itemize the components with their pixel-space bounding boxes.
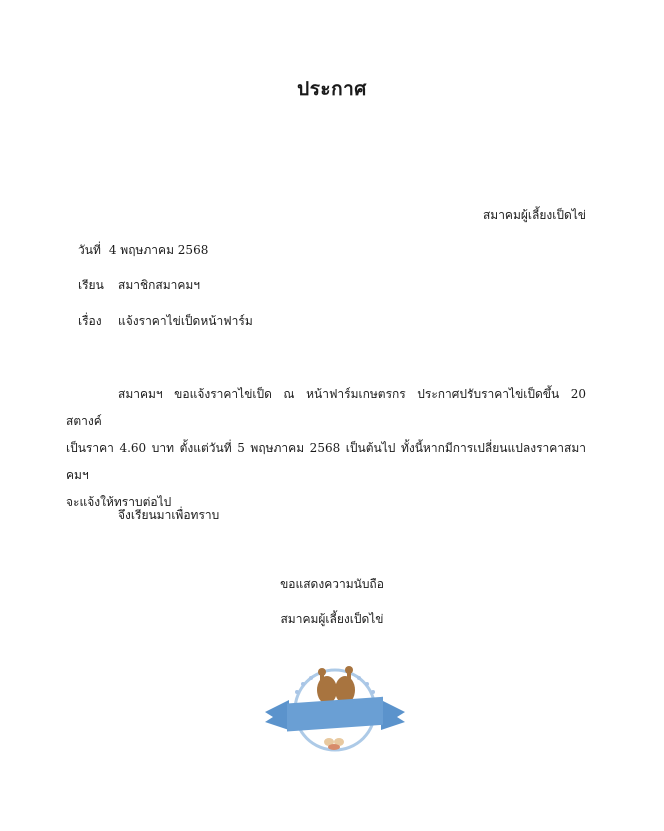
regards-text: ขอแสดงความนับถือ bbox=[280, 577, 384, 591]
recipient-line bbox=[78, 277, 200, 293]
body-paragraph bbox=[66, 381, 586, 516]
date-value: 4 พฤษภาคม 2568 bbox=[108, 243, 209, 257]
duck-icon bbox=[317, 666, 355, 704]
subject-label: เรื่อง bbox=[78, 314, 102, 328]
association-logo bbox=[265, 660, 405, 760]
signature-org: สมาคมผู้เลี้ยงเป็ดไข่ bbox=[280, 612, 384, 626]
subject-value: แจ้งราคาไข่เป็ดหน้าฟาร์ม bbox=[118, 314, 253, 328]
recipient-label: เรียน bbox=[78, 278, 104, 292]
logo-ribbon-right bbox=[381, 700, 405, 730]
subject-line bbox=[78, 313, 253, 329]
body-line: สมาคมฯ ขอแจ้งราคาไข่เป็ด ณ หน้าฟาร์มเกษตรกร ประกาศปรับราคาไข่เป็ดขึ้น 20 สตางค์ bbox=[66, 387, 586, 428]
body-line: จะแจ้งให้ทราบต่อไป bbox=[66, 495, 172, 509]
date-line bbox=[78, 242, 208, 258]
organization-name: สมาคมผู้เลี้ยงเป็ดไข่ bbox=[482, 208, 586, 222]
recipient-value: สมาชิกสมาคมฯ bbox=[118, 278, 201, 292]
page-title: ประกาศ bbox=[297, 78, 367, 100]
body-line: เป็นราคา 4.60 บาท ตั้งแต่วันที่ 5 พฤษภาคม 2568 เป็นต้นไป ทั้งนี้หากมีการเปลี่ยนแปลงราคาสมาคมฯ bbox=[66, 441, 586, 482]
closing-text: จึงเรียนมาเพื่อทราบ bbox=[118, 508, 220, 522]
logo-ribbon-band bbox=[287, 697, 383, 732]
logo-ribbon-left bbox=[265, 700, 289, 730]
date-label: วันที่ bbox=[78, 243, 101, 257]
